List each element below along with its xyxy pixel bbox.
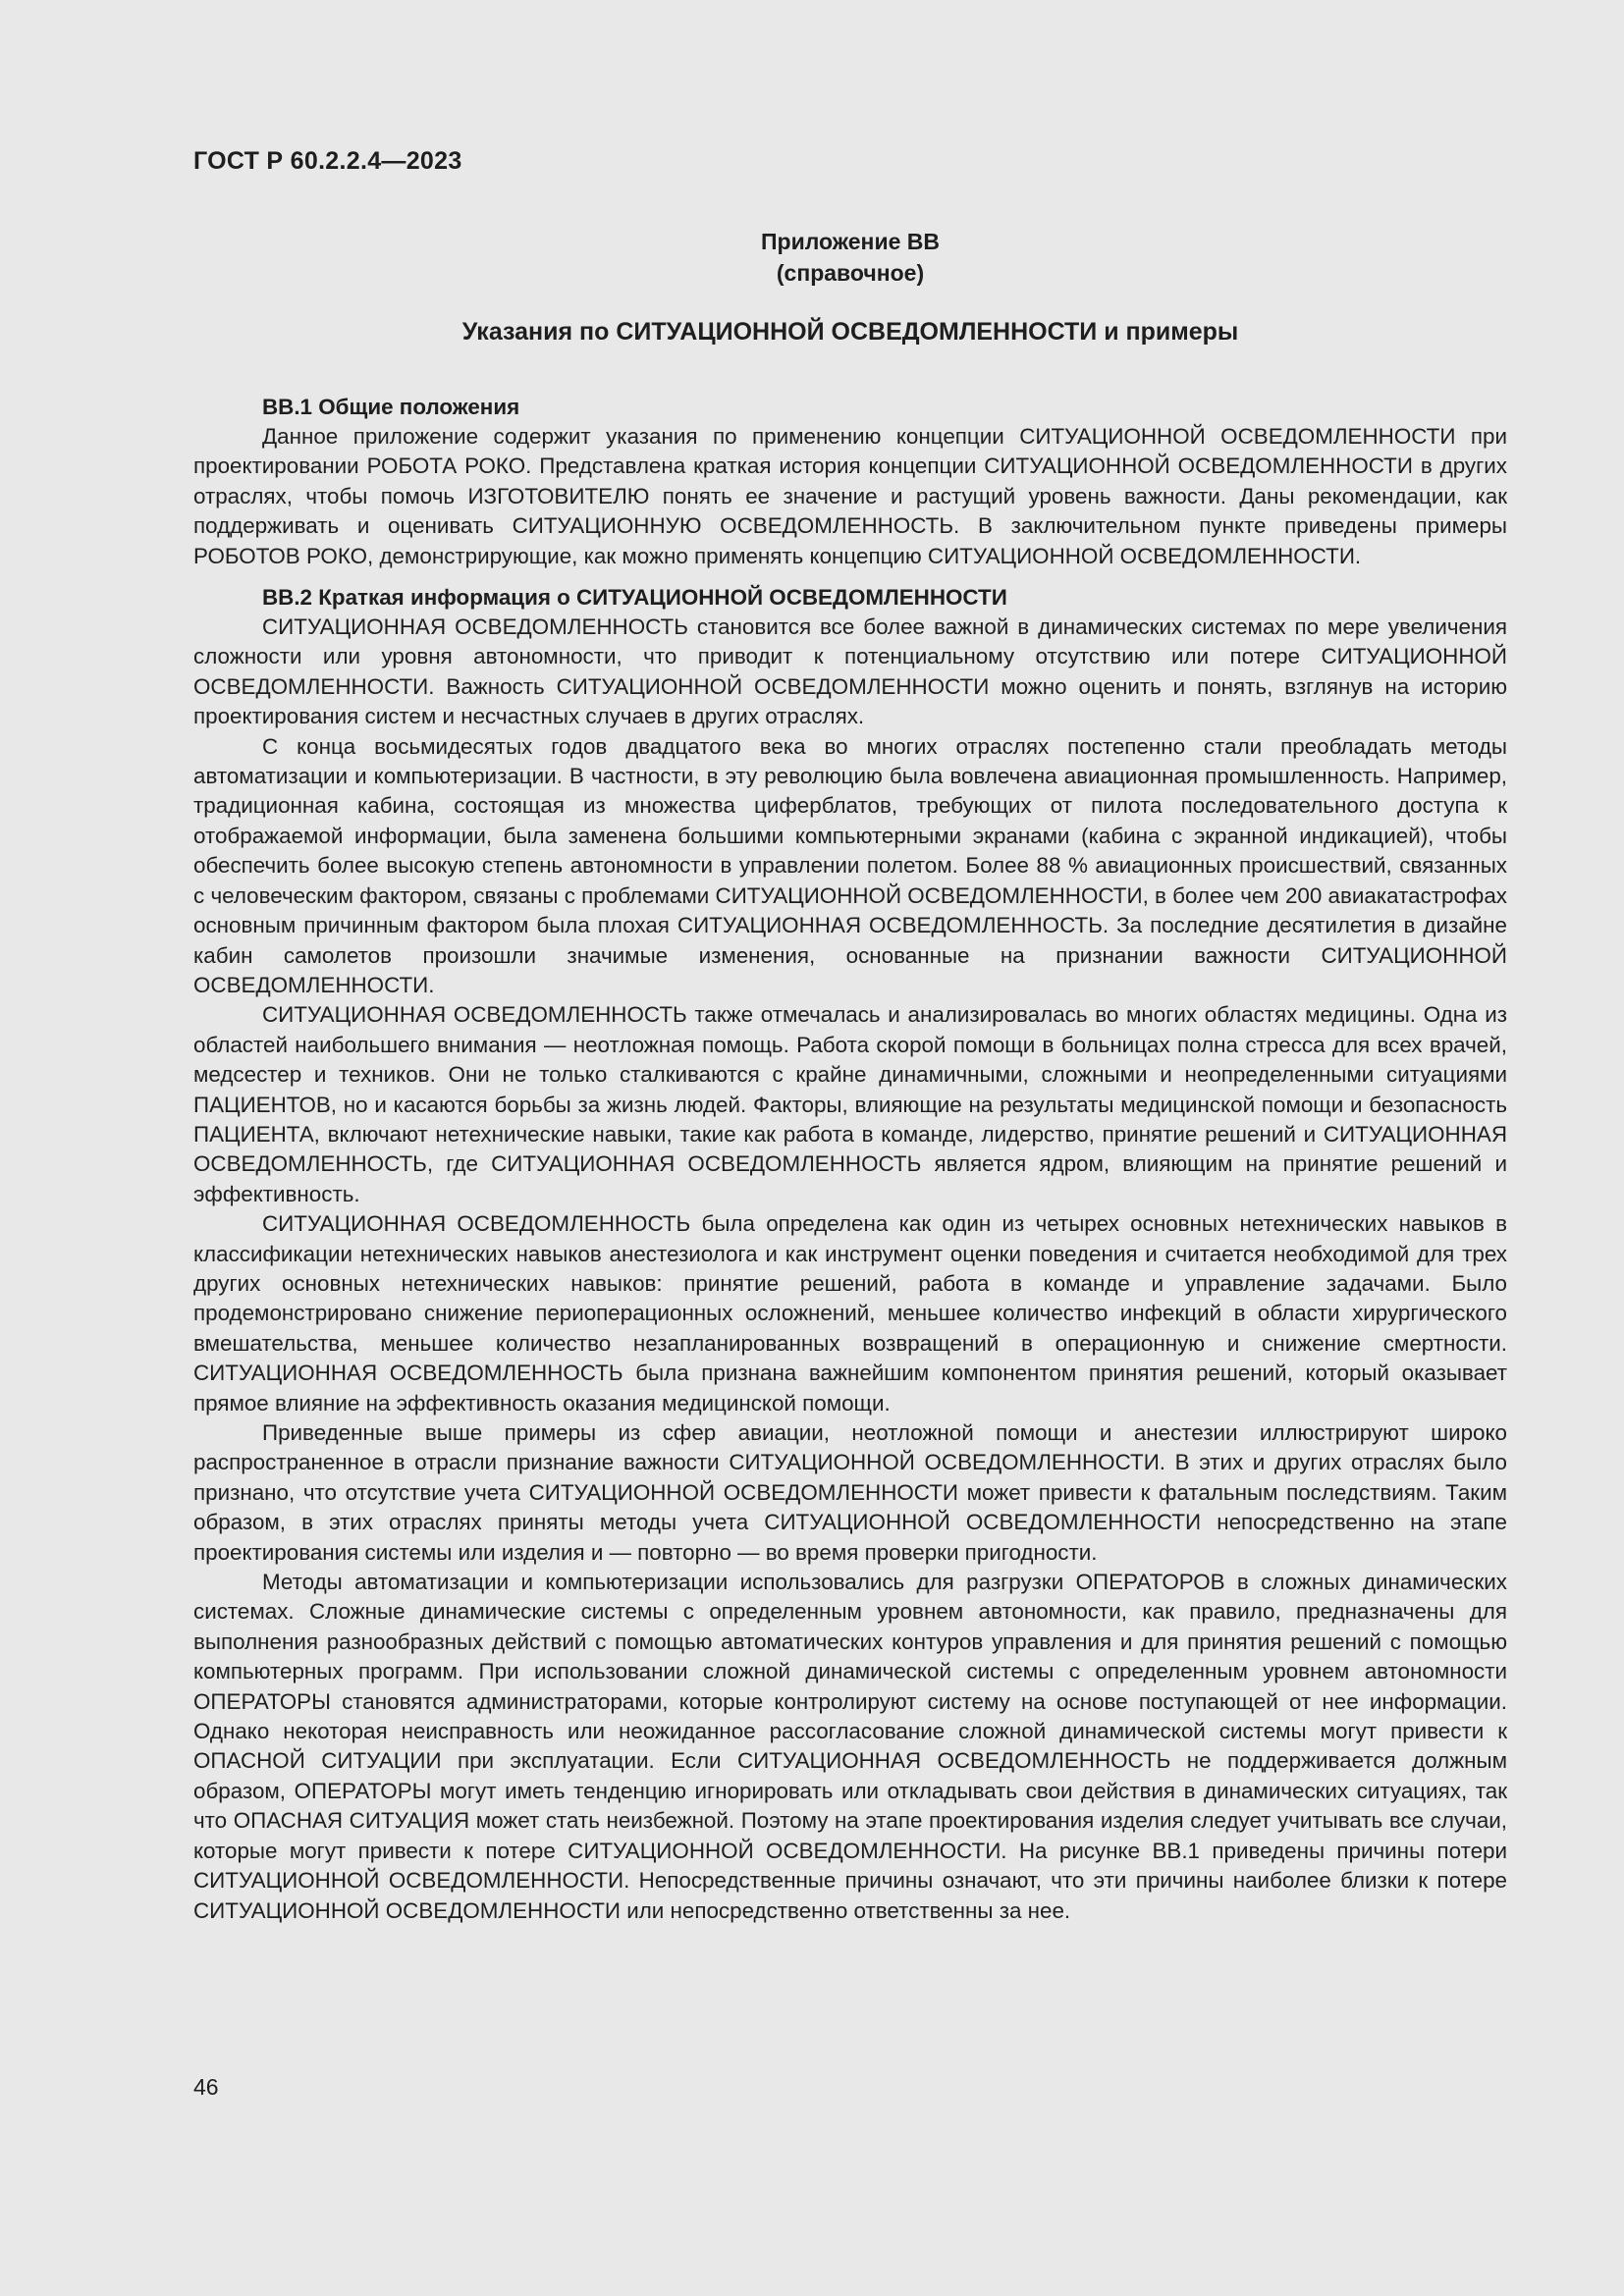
section-title-bb1: ВВ.1 Общие положения: [262, 395, 520, 419]
page-number: 46: [193, 2074, 219, 2100]
annex-title: [193, 226, 1507, 289]
annex-label: Приложение ВВ: [760, 229, 940, 254]
annex-heading: Указания по СИТУАЦИОННОЙ ОСВЕДОМЛЕННОСТИ и примеры: [461, 318, 1239, 346]
paragraph: СИТУАЦИОННАЯ ОСВЕДОМЛЕННОСТЬ становится все более важной в динамических системах по мере увеличения сложности или уровня автономности, что приводит к потенциальному отсутствию или потере СИТУАЦИОННОЙ ОСВЕДОМЛЕННОСТИ. Важность СИТУАЦИОННОЙ ОСВЕДОМЛЕННОСТИ можно оценить и понять, взглянув на историю проектирования систем и несчастных случаев в других отраслях.: [193, 614, 1507, 729]
paragraph: СИТУАЦИОННАЯ ОСВЕДОМЛЕННОСТЬ также отмечалась и анализировалась во многих областях медицины. Одна из областей наибольшего внимания — неотложная помощь. Работа скорой помощи в больницах полна стресса для всех врачей, медсестер и техников. Они не только сталкиваются с крайне динамичными, сложными и неопределенными ситуациями ПАЦИЕНТОВ, но и касаются борьбы за жизнь людей. Факторы, влияющие на результаты медицинской помощи и безопасность ПАЦИЕНТА, включают нетехнические навыки, такие как работа в команде, лидерство, принятие решений и СИТУАЦИОННАЯ ОСВЕДОМЛЕННОСТЬ, где СИТУАЦИОННАЯ ОСВЕДОМЛЕННОСТЬ является ядром, влияющим на принятие решений и эффективность.: [193, 1002, 1507, 1206]
section-title-bb2: ВВ.2 Краткая информация о СИТУАЦИОННОЙ ОСВЕДОМЛЕННОСТИ: [262, 585, 1007, 611]
paragraph: Методы автоматизации и компьютеризации использовались для разгрузки ОПЕРАТОРОВ в сложных динамических системах. Сложные динамические системы с определенным уровнем автономности, как правило, предназначены для выполнения разнообразных действий с помощью автоматических контуров управления и для принятия решений с помощью компьютерных программ. При использовании сложной динамической системы с определенным уровнем автономности ОПЕРАТОРЫ становятся администраторами, которые контролируют систему на основе поступающей от нее информации. Однако некоторая неисправность или неожиданное рассогласование сложной динамической системы могут привести к ОПАСНОЙ СИТУАЦИИ при эксплуатации. Если СИТУАЦИОННАЯ ОСВЕДОМЛЕННОСТЬ не поддерживается должным образом, ОПЕРАТОРЫ могут иметь тенденцию игнорировать или откладывать свои действия в динамических ситуациях, так что ОПАСНАЯ СИТУАЦИЯ может стать неизбежной. Поэтому на этапе проектирования изделия следует учитывать все случаи, которые могут привести к потере СИТУАЦИОННОЙ ОСВЕДОМЛЕННОСТИ. На рисунке ВВ.1 приведены причины потери СИТУАЦИОННОЙ ОСВЕДОМЛЕННОСТИ. Непосредственные причины означают, что эти причины наиболее близки к потере СИТУАЦИОННОЙ ОСВЕДОМЛЕННОСТИ или непосредственно ответственны за нее.: [193, 1570, 1507, 1923]
paragraph: СИТУАЦИОННАЯ ОСВЕДОМЛЕННОСТЬ была определена как один из четырех основных нетехнических навыков в классификации нетехнических навыков анестезиолога и как инструмент оценки поведения и считается необходимой для трех других основных нетехнических навыков: принятие решений, работа в команде и управление задачами. Было продемонстрировано снижение периоперационных осложнений, меньшее количество инфекций в области хирургического вмешательства, меньшее количество незапланированных возвращений в операционную и снижение смертности. СИТУАЦИОННАЯ ОСВЕДОМЛЕННОСТЬ была признана важнейшим компонентом принятия решений, который оказывает прямое влияние на эффективность оказания медицинской помощи.: [193, 1211, 1507, 1415]
document-body: [193, 393, 1507, 1926]
paragraph: Приведенные выше примеры из сфер авиации, неотложной помощи и анестезии иллюстрируют широко распространенное в отрасли признание важности СИТУАЦИОННОЙ ОСВЕДОМЛЕННОСТИ. В этих и других отраслях было признано, что отсутствие учета СИТУАЦИОННОЙ ОСВЕДОМЛЕННОСТИ может привести к фатальным последствиям. Таким образом, в этих отраслях приняты методы учета СИТУАЦИОННОЙ ОСВЕДОМЛЕННОСТИ непосредственно на этапе проектирования системы или изделия и — повторно — во время проверки пригодности.: [193, 1420, 1507, 1565]
annex-status: (справочное): [776, 260, 925, 286]
paragraph: С конца восьмидесятых годов двадцатого века во многих отраслях постепенно стали преобладать методы автоматизации и компьютеризации. В частности, в эту революцию была вовлечена авиационная промышленность. Например, традиционная кабина, состоящая из множества циферблатов, требующих от пилота последовательного доступа к отображаемой информации, была заменена большими компьютерными экранами (кабина с экранной индикацией), чтобы обеспечить более высокую степень автономности в управлении полетом. Более 88 % авиационных происшествий, связанных с человеческим фактором, связаны с проблемами СИТУАЦИОННОЙ ОСВЕДОМЛЕННОСТИ, в более чем 200 авиакатастрофах основным причинным фактором была плохая СИТУАЦИОННАЯ ОСВЕДОМЛЕННОСТЬ. За последние десятилетия в дизайне кабин самолетов произошли значимые изменения, основанные на признании важности СИТУАЦИОННОЙ ОСВЕДОМЛЕННОСТИ.: [193, 733, 1507, 997]
document-code: ГОСТ Р 60.2.2.4—2023: [193, 147, 462, 175]
paragraph: Данное приложение содержит указания по применению концепции СИТУАЦИОННОЙ ОСВЕДОМЛЕННОСТИ при проектировании РОБОТА РОКО. Представлена краткая история концепции СИТУАЦИОННОЙ ОСВЕДОМЛЕННОСТИ в других отраслях, чтобы помочь ИЗГОТОВИТЕЛЮ понять ее значение и растущий уровень важности. Даны рекомендации, как поддерживать и оценивать СИТУАЦИОННУЮ ОСВЕДОМЛЕННОСТЬ. В заключительном пункте приведены примеры РОБОТОВ РОКО, демонстрирующие, как можно применять концепцию СИТУАЦИОННОЙ ОСВЕДОМЛЕННОСТИ.: [193, 424, 1507, 568]
